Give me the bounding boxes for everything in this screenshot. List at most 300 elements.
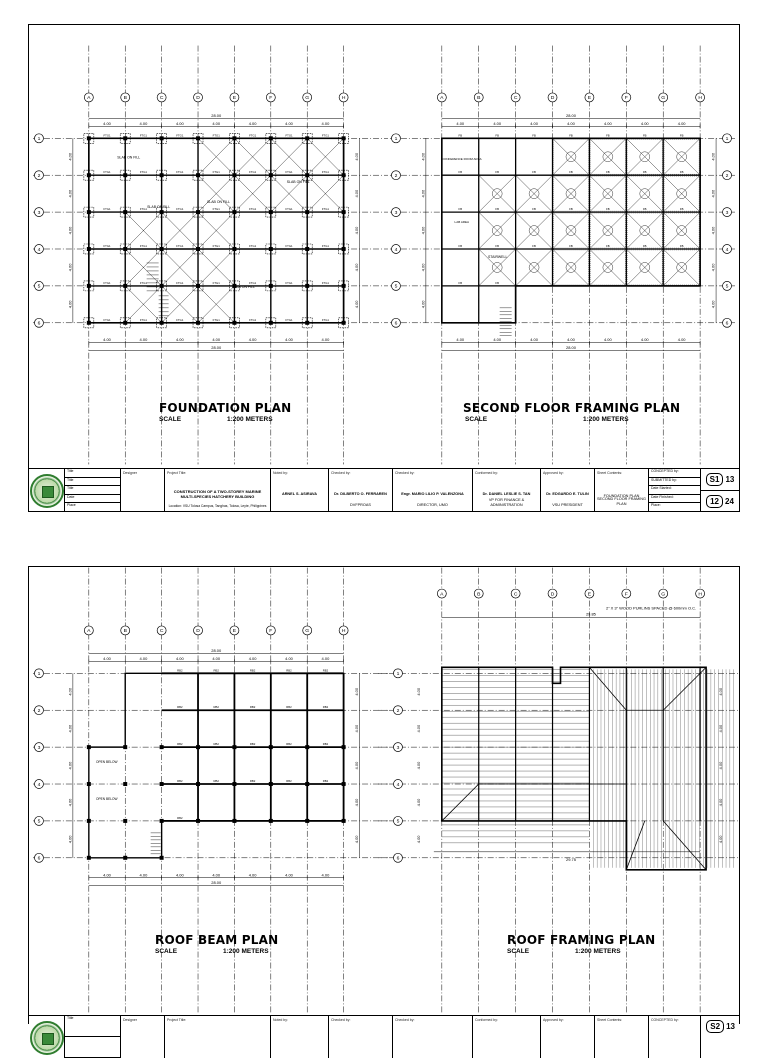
grid-bubble-g-label: G: [661, 95, 666, 102]
column: [123, 782, 127, 786]
grid-bubble-a-label: A: [87, 628, 91, 635]
span-dimension: 4.00: [718, 761, 724, 770]
column: [196, 819, 200, 823]
designer-label: Designer: [123, 471, 138, 475]
roof-beam-label: RB2: [177, 742, 183, 747]
footing-label: FTG1: [176, 207, 184, 212]
roof-overall-bottom: 29.75: [566, 856, 576, 862]
span-dimension: 4.00: [710, 263, 716, 272]
column: [232, 819, 236, 823]
beam-label: FB: [532, 170, 536, 175]
roof-beam-label: RB2: [249, 705, 256, 710]
title-block: Title Title Title Date Place Designer Project Title: CONSTRUCTION OF A TWO-STOREY MARINE MULTI-SPECIES HATCHERY BUILDING Location: VSU Tolosa Campus, Tanghas, Tolosa, Leyte, Philippines Noted by: ARNEL S. ASIRAVA Checked by: Dr. DILBERTO O. FERRAREN DVFPROAS Checked by: Engr. MARIO LILIO P. VALENZONA DIRECTOR, UMO Conformed by: Dr. DANIEL LESLIE S. TAN VP FOR FINANCE & ADMINISTRATION Approved by: Dr. EDGARDO E. TULIN VSU PRESIDENT Sheet Contents: FOUNDATION PLAN SECOND FLOOR FRAMING PLAN CONCEPTED by: SUBMITTED by: Date Started: Date Finished: Place: S1 13 12 24: [29, 468, 739, 511]
beam-label: FB: [606, 244, 610, 249]
span-dimension: 4.00: [67, 300, 73, 309]
grid-bubble-c-label: C: [513, 591, 518, 598]
roof-beam-label: RB2: [322, 742, 329, 747]
beam-label: FB: [679, 133, 684, 138]
footing-label: FTG1: [321, 280, 329, 285]
span-dimension: 4.00: [212, 872, 221, 878]
grid-bubble-right-3-label: 3: [725, 209, 729, 216]
footing-label: FTG1: [285, 207, 293, 212]
beam-label: FB: [569, 133, 573, 138]
roof-beam-label: RB2: [177, 779, 183, 784]
column: [342, 284, 346, 288]
hip-rafter: [589, 667, 626, 710]
grid-bubble-2-label: 2: [394, 173, 398, 179]
span-dimension: 4.00: [67, 226, 73, 235]
span-dimension: 4.00: [285, 337, 293, 343]
roof-beam-label: RB2: [249, 779, 256, 784]
footing-label: FTG1: [249, 170, 257, 175]
grid-bubble-5-label: 5: [37, 818, 41, 825]
grid-bubble-h-label: H: [341, 628, 346, 635]
column: [87, 745, 91, 749]
stairwell-label: STAIRWELL: [487, 254, 508, 259]
column: [232, 782, 236, 786]
drawing-sheet-2: [28, 566, 740, 1031]
footing-label: FTG1: [212, 317, 220, 322]
grid-bubble-right-2-label: 2: [725, 173, 729, 179]
span-dimension: 4.00: [710, 226, 716, 235]
span-dimension: 4.00: [530, 120, 538, 126]
sheet-index: 13: [725, 475, 735, 484]
beam-label: FB: [606, 170, 610, 175]
hip-rafter: [663, 821, 706, 870]
footing-label: FTG1: [285, 244, 293, 249]
column: [342, 819, 346, 823]
span-dimension: 4.00: [67, 798, 73, 807]
footing-label: FTG1: [321, 170, 329, 175]
roof-beam-label: RB2: [213, 668, 219, 673]
grid-bubble-6-label: 6: [394, 320, 398, 327]
conference-area-label: CONFERENCE ROOM AREA: [441, 157, 482, 162]
span-dimension: 4.00: [321, 337, 330, 343]
span-dimension: 4.00: [248, 655, 257, 661]
span-dimension: 4.00: [354, 798, 360, 807]
column: [123, 136, 127, 140]
beam-label: FB: [569, 207, 573, 212]
grid-bubble-a-label: A: [87, 95, 91, 102]
footing-label: FTG1: [212, 170, 220, 175]
column: [87, 321, 91, 325]
column: [269, 819, 273, 823]
span-dimension: 4.00: [415, 687, 421, 696]
beam-label: FB: [495, 170, 499, 175]
grid-bubble-3-label: 3: [37, 209, 41, 216]
column: [123, 745, 127, 749]
span-dimension: 4.00: [67, 263, 73, 272]
span-dimension: 4.00: [640, 337, 649, 343]
roofbeam-outline: [89, 673, 344, 857]
roof-beam-label: RB2: [286, 779, 292, 784]
column: [305, 819, 309, 823]
sheet-contents-cell: Sheet Contents: FOUNDATION PLAN SECOND FLOOR FRAMING PLAN: [595, 469, 649, 511]
column: [305, 321, 309, 325]
grid-bubble-1-label: 1: [37, 136, 41, 143]
span-dimension: 4.00: [139, 655, 148, 661]
span-dimension: 4.00: [354, 761, 360, 770]
column: [160, 745, 164, 749]
grid-bubble-a-label: A: [440, 95, 444, 102]
beam-label: FB: [458, 244, 463, 249]
sheet-code-2: S2: [706, 1020, 724, 1033]
span-dimension: 4.00: [567, 120, 575, 126]
slab-on-fill-label: SLAB ON FILL: [231, 284, 255, 289]
grid-bubble-g-label: G: [305, 95, 310, 102]
footing-label: FTG1: [249, 207, 257, 212]
footing-label: FTG1: [321, 317, 329, 322]
span-dimension: 4.00: [677, 120, 686, 126]
overall-dimension: 28.00: [211, 880, 222, 886]
project-title-cell: Project Title: CONSTRUCTION OF A TWO-STOREY MARINE MULTI-SPECIES HATCHERY BUILDING Location: VSU Tolosa Campus, Tanghas, Tolosa, Leyte, Philippines: [165, 469, 271, 511]
footing-label: FTG1: [139, 133, 147, 138]
roof-beam-label: RB2: [322, 668, 329, 673]
grid-bubble-2-label: 2: [396, 708, 400, 715]
sheet-code: S1: [706, 473, 724, 486]
grid-bubble-e-label: E: [232, 95, 237, 102]
roof-beam-label: RB2: [249, 668, 256, 673]
roof-beam-label: RB2: [213, 742, 219, 747]
approved-by-name: Dr. EDGARDO E. TULIN: [546, 492, 589, 496]
footing-label: FTG1: [321, 244, 329, 249]
column: [87, 782, 91, 786]
footing-label: FTG1: [285, 133, 293, 138]
span-dimension: 4.00: [248, 872, 257, 878]
span-dimension: 4.00: [415, 798, 421, 807]
span-dimension: 4.00: [67, 687, 73, 696]
roof-beam-label: RB2: [213, 779, 219, 784]
span-dimension: 4.00: [354, 226, 360, 235]
footing-label: FTG1: [249, 280, 257, 285]
sheet-number-cell: [701, 469, 739, 511]
grid-bubble-right-5-label: 5: [725, 283, 729, 290]
beam-label: FB: [642, 244, 647, 249]
beam-label: FB: [532, 133, 536, 138]
span-dimension: 4.00: [420, 152, 426, 161]
beam-label: FB: [495, 133, 499, 138]
slab-on-fill-label: SLAB ON FILL: [147, 205, 171, 210]
footing-label: FTG1: [285, 170, 293, 175]
column: [269, 782, 273, 786]
roof-beam-label: RB2: [286, 705, 292, 710]
footing-label: FTG1: [212, 280, 220, 285]
noted-by-name: ARNEL S. ASIRAVA: [281, 492, 318, 496]
column: [269, 284, 273, 288]
span-dimension: 4.00: [354, 724, 360, 733]
overall-dimension: 28.00: [566, 345, 576, 351]
foundation-plan-title: FOUNDATION PLAN: [159, 401, 292, 415]
span-dimension: 4.00: [718, 724, 724, 733]
roof-note: 2" X 3" WOOD PURLINS SPACED @ 600mm O.C.: [605, 605, 697, 611]
grid-bubble-e-label: E: [587, 591, 592, 598]
span-dimension: 4.00: [175, 872, 184, 878]
checked-by-name: Dr. DILBERTO O. FERRAREN: [334, 492, 387, 496]
sheet-number: 12: [706, 495, 723, 508]
beam-label: FB: [679, 170, 684, 175]
span-dimension: 4.00: [285, 655, 293, 661]
beam-label: FB: [532, 244, 536, 249]
checked-by-2-name: Engr. MARIO LILIO P. VALENZONA: [401, 492, 464, 496]
span-dimension: 4.00: [354, 687, 360, 696]
drawing-sheet-1: [28, 24, 740, 512]
roof-framing-plan-scale: SCALE 1:200 METERS: [507, 948, 621, 955]
column: [87, 856, 91, 860]
conformed-by-name: Dr. DANIEL LESLIE S. TAN: [482, 492, 531, 496]
span-dimension: 4.00: [354, 263, 360, 272]
footing-label: FTG1: [321, 133, 329, 138]
span-dimension: 4.00: [677, 337, 686, 343]
overall-dimension: 28.00: [211, 112, 222, 118]
column: [123, 819, 127, 823]
roof-beam-plan-scale: SCALE 1:200 METERS: [155, 948, 269, 955]
column: [87, 284, 91, 288]
grid-bubble-b-label: B: [477, 591, 481, 598]
beam-label: FB: [458, 133, 463, 138]
footing-label: FTG1: [176, 280, 184, 285]
project-location: Location: VSU Tolosa Campus, Tanghas, Tolosa, Leyte, Philippines: [168, 504, 267, 508]
span-dimension: 4.00: [175, 120, 184, 126]
column: [269, 745, 273, 749]
roof-beam-plan-title: ROOF BEAM PLAN: [155, 933, 279, 947]
roof-beam-label: RB2: [213, 705, 219, 710]
footing-label: FTG1: [212, 244, 220, 249]
span-dimension: 4.00: [718, 798, 724, 807]
footing-label: FTG1: [103, 280, 111, 285]
column: [87, 210, 91, 214]
span-dimension: 4.00: [212, 337, 221, 343]
grid-bubble-right-1-label: 1: [725, 136, 729, 143]
column: [160, 136, 164, 140]
grid-bubble-g-label: G: [661, 591, 666, 598]
span-dimension: 4.00: [354, 152, 360, 161]
roof-beam-label: RB2: [249, 742, 256, 747]
footing-label: FTG1: [249, 133, 257, 138]
hip-rafter: [626, 821, 644, 870]
grid-bubble-3-label: 3: [37, 744, 41, 751]
footing-label: FTG1: [103, 244, 111, 249]
roof-beam-label: RB2: [177, 668, 183, 673]
grid-bubble-f-label: F: [269, 95, 273, 102]
footing-label: FTG1: [139, 207, 147, 212]
span-dimension: 4.00: [530, 337, 538, 343]
column: [196, 782, 200, 786]
footing-label: FTG1: [212, 207, 220, 212]
footing-label: FTG1: [139, 244, 147, 249]
span-dimension: 4.00: [456, 120, 465, 126]
span-dimension: 4.00: [354, 835, 360, 844]
footing-label: FTG1: [176, 317, 184, 322]
beam-label: FB: [642, 170, 647, 175]
footing-label: FTG1: [139, 280, 147, 285]
grid-bubble-6-label: 6: [37, 855, 41, 862]
grid-bubble-a-label: A: [440, 591, 444, 598]
grid-bubble-5-label: 5: [396, 818, 400, 825]
span-dimension: 4.00: [321, 120, 330, 126]
span-dimension: 4.00: [420, 226, 426, 235]
university-seal-icon: [30, 474, 64, 508]
beam-label: FB: [532, 207, 536, 212]
column: [305, 284, 309, 288]
beam-label: FB: [569, 170, 573, 175]
span-dimension: 4.00: [321, 655, 330, 661]
span-dimension: 4.00: [67, 761, 73, 770]
span-dimension: 4.00: [420, 300, 426, 309]
grid-bubble-e-label: E: [587, 95, 592, 102]
column: [305, 247, 309, 251]
university-seal-icon: [30, 1021, 64, 1055]
roof-beam-label: RB2: [322, 779, 329, 784]
slab-on-fill-label: SLAB ON FILL: [206, 200, 230, 205]
span-dimension: 4.00: [175, 655, 184, 661]
grid-bubble-d-label: D: [550, 95, 555, 102]
grid-bubble-5-label: 5: [37, 283, 41, 290]
roof-beam-label: RB2: [177, 815, 183, 820]
project-title: CONSTRUCTION OF A TWO-STOREY MARINE MULTI-SPECIES HATCHERY BUILDING: [173, 489, 262, 499]
footing-label: FTG1: [321, 207, 329, 212]
grid-bubble-c-label: C: [513, 95, 518, 102]
beam-label: FB: [495, 207, 499, 212]
overall-dimension: 28.00: [211, 345, 222, 351]
column: [123, 856, 127, 860]
span-dimension: 4.00: [456, 337, 465, 343]
column: [87, 819, 91, 823]
span-dimension: 4.00: [103, 337, 111, 343]
beam-label: FB: [458, 170, 463, 175]
grid-bubble-b-label: B: [123, 95, 127, 102]
beam-label: FB: [495, 244, 499, 249]
grid-bubble-4-label: 4: [396, 781, 400, 788]
span-dimension: 4.00: [103, 120, 111, 126]
span-dimension: 4.00: [248, 120, 257, 126]
grid-bubble-3-label: 3: [394, 209, 398, 216]
roof-outline: [442, 667, 706, 869]
footing-label: FTG1: [103, 133, 111, 138]
span-dimension: 4.00: [567, 337, 575, 343]
column: [342, 247, 346, 251]
beam-label: FB: [642, 207, 647, 212]
grid-bubble-c-label: C: [159, 628, 164, 635]
span-dimension: 4.00: [354, 189, 360, 198]
span-dimension: 4.00: [718, 835, 724, 844]
span-dimension: 4.00: [212, 655, 221, 661]
beam-label: FB: [606, 133, 610, 138]
span-dimension: 4.00: [420, 189, 426, 198]
span-dimension: 4.00: [212, 120, 221, 126]
footing-label: FTG1: [139, 317, 147, 322]
grid-bubble-d-label: D: [196, 95, 200, 102]
grid-bubble-b-label: B: [123, 628, 127, 635]
span-dimension: 4.00: [321, 872, 330, 878]
roof-beam-label: RB2: [177, 705, 183, 710]
grid-bubble-f-label: F: [269, 628, 273, 635]
footing-label: FTG1: [285, 317, 293, 322]
grid-bubble-1-label: 1: [37, 671, 41, 678]
grid-bubble-5-label: 5: [394, 283, 398, 290]
span-dimension: 4.00: [67, 835, 73, 844]
grid-bubble-f-label: F: [624, 591, 628, 598]
footing-label: FTG1: [103, 170, 111, 175]
span-dimension: 4.00: [175, 337, 184, 343]
footing-label: FTG1: [176, 133, 184, 138]
span-dimension: 4.00: [710, 152, 716, 161]
foundation-plan-scale: SCALE 1:200 METERS: [159, 416, 273, 423]
footing-label: FTG1: [139, 170, 147, 175]
grid-bubble-6-label: 6: [396, 855, 400, 862]
roof-beam-label: RB2: [286, 742, 292, 747]
beam-label: FB: [606, 207, 610, 212]
column: [196, 745, 200, 749]
beam-label: FB: [495, 280, 499, 285]
overall-dimension: 28.00: [211, 647, 222, 653]
roof-overall-top: 29.85: [585, 611, 596, 617]
open-below-label: OPEN BELOW: [96, 796, 118, 801]
slab-on-fill-label: SLAB ON FILL: [286, 180, 310, 185]
beam-label: FB: [569, 244, 573, 249]
grid-bubble-h-label: H: [698, 591, 702, 598]
column: [305, 782, 309, 786]
span-dimension: 4.00: [415, 761, 421, 770]
span-dimension: 4.00: [710, 189, 716, 198]
span-dimension: 4.00: [67, 152, 73, 161]
span-dimension: 4.00: [718, 687, 724, 696]
footing-label: FTG1: [176, 244, 184, 249]
grid-bubble-g-label: G: [305, 628, 310, 635]
span-dimension: 4.00: [285, 872, 293, 878]
span-dimension: 4.00: [103, 655, 111, 661]
laboratory-area-label: LAB AREA: [454, 220, 469, 225]
column: [305, 745, 309, 749]
column: [87, 136, 91, 140]
second-floor-framing-plan-scale: SCALE 1:200 METERS: [465, 416, 629, 423]
beam-label: FB: [642, 133, 647, 138]
grid-bubble-1-label: 1: [396, 671, 400, 678]
grid-bubble-d-label: D: [550, 591, 555, 598]
span-dimension: 4.00: [139, 872, 148, 878]
university-seal: [29, 469, 65, 511]
grid-bubble-2-label: 2: [37, 708, 41, 715]
grid-bubble-h-label: H: [698, 95, 702, 102]
grid-bubble-4-label: 4: [37, 246, 41, 253]
grid-bubble-right-6-label: 6: [725, 320, 729, 327]
span-dimension: 4.00: [354, 300, 360, 309]
footing-label: FTG1: [212, 133, 220, 138]
hip-rafter: [442, 784, 479, 821]
column: [232, 745, 236, 749]
beam-label: FB: [458, 280, 463, 285]
span-dimension: 4.00: [415, 724, 421, 733]
span-dimension: 4.00: [139, 337, 148, 343]
footing-label: FTG1: [103, 207, 111, 212]
second-floor-framing-plan-title: SECOND FLOOR FRAMING PLAN: [463, 401, 681, 415]
column: [87, 173, 91, 177]
span-dimension: 4.00: [67, 724, 73, 733]
grid-bubble-4-label: 4: [37, 781, 41, 788]
span-dimension: 4.00: [420, 263, 426, 272]
grid-bubble-3-label: 3: [396, 744, 400, 751]
beam-label: FB: [679, 244, 684, 249]
grid-bubble-d-label: D: [196, 628, 200, 635]
span-dimension: 4.00: [139, 120, 148, 126]
grid-bubble-2-label: 2: [37, 173, 41, 179]
grid-bubble-h-label: H: [341, 95, 346, 102]
column: [342, 321, 346, 325]
span-dimension: 4.00: [604, 120, 612, 126]
footing-label: FTG1: [249, 244, 257, 249]
column: [160, 173, 164, 177]
span-dimension: 4.00: [493, 337, 502, 343]
grid-bubble-e-label: E: [232, 628, 237, 635]
